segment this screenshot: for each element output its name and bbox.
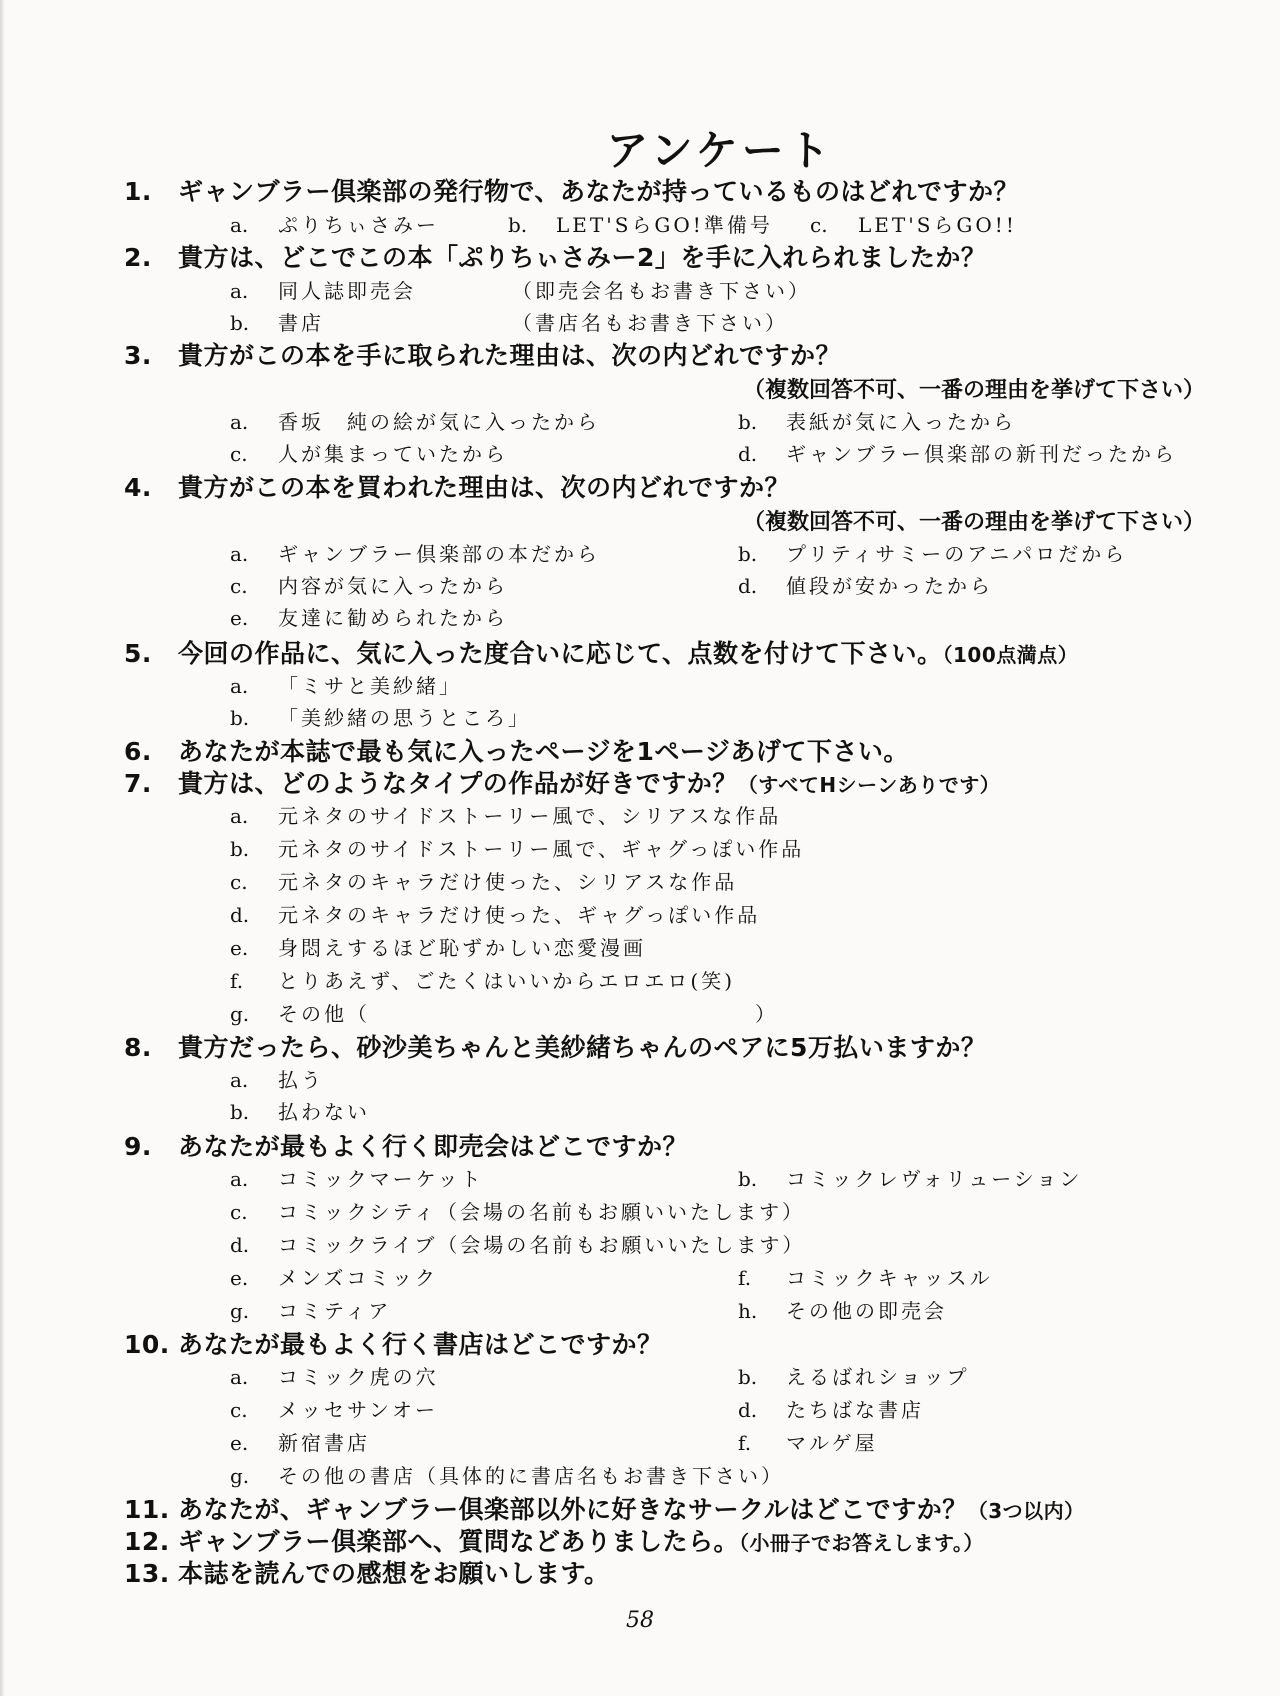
question-text: ギャンブラー倶楽部へ、質問などありましたら。 [178,1527,740,1556]
option-1b [508,209,773,238]
option-10a [230,1361,439,1390]
option-text: その他（ [278,1002,370,1026]
question-10 [124,1325,663,1361]
option-letter: e. [230,1266,249,1290]
option-2a-hint: （即売会名もお書き下さい） [512,279,811,303]
option-text: プリティサミーのアニパロだから [786,542,1128,566]
option-4e [230,602,508,631]
option-3c [230,438,508,467]
option-4d [738,570,993,599]
question-11 [124,1490,1085,1526]
question-1 [124,172,1019,208]
question-text: 貴方がこの本を手に取られた理由は、次の内どれですか？ [178,341,842,370]
option-letter: e. [230,1431,249,1455]
option-4c [230,570,508,599]
option-text: 身悶えするほど恥ずかしい恋愛漫画 [278,936,646,960]
option-text: コミックライブ（会場の名前もお願いいたします） [278,1233,806,1257]
option-letter: c. [230,442,248,466]
option-1a [230,209,439,238]
option-letter: b. [230,1100,250,1124]
question-text: あなたが本誌で最も気に入ったページを1ページあげて下さい。 [178,737,909,766]
option-10e [230,1427,370,1456]
option-8b [230,1096,370,1125]
option-text: 友達に勧められたから [278,606,508,630]
question-number: 11. [124,1495,170,1524]
option-text: ギャンブラー倶楽部の本だから [278,542,600,566]
option-letter: b. [738,410,758,434]
option-letter: c. [230,574,248,598]
option-text: 払わない [278,1100,370,1124]
option-letter: a. [230,542,249,566]
option-7g [230,998,370,1027]
question-number: 8. [124,1033,152,1062]
option-text: 元ネタのサイドストーリー風で、シリアスな作品 [278,804,782,828]
option-text: 「美紗緒の思うところ」 [278,706,531,730]
option-letter: b. [508,213,528,237]
option-letter: a. [230,674,249,698]
option-9e [230,1262,438,1291]
option-text: 払う [278,1068,324,1092]
option-text: コミティア [278,1299,392,1323]
option-10f [738,1427,878,1456]
page-number: 58 [626,1608,654,1633]
option-letter: a. [230,213,249,237]
option-3d [738,438,1177,467]
option-text: コミックレヴォリューション [786,1167,1083,1191]
question-4 [124,468,790,504]
option-7c [230,866,737,895]
question-text: あなたが最もよく行く即売会はどこですか？ [178,1132,689,1161]
option-3a [230,406,600,435]
option-text: 値段が安かったから [786,574,993,598]
option-text: マルゲ屋 [786,1431,878,1455]
option-text: 同人誌即売会 [278,279,416,303]
question-number: 2. [124,243,152,272]
question-6 [124,732,909,768]
question-number: 7. [124,769,152,798]
question-number: 9. [124,1132,152,1161]
option-5b [230,702,531,731]
option-7a [230,800,781,829]
option-letter: f. [230,969,244,993]
option-text: コミックマーケット [278,1167,484,1191]
question-7 [124,764,1000,800]
option-text: 元ネタのサイドストーリー風で、ギャグっぽい作品 [278,837,805,861]
option-text: 新宿書店 [278,1431,370,1455]
option-text: その他の書店（具体的に書店名もお書き下さい） [278,1464,784,1488]
option-10b [738,1361,970,1390]
question-4-subnote: （複数回答不可、一番の理由を挙げて下さい） [742,510,1205,535]
question-number: 10. [124,1330,170,1359]
option-text: コミックキャッスル [786,1266,993,1290]
option-9a [230,1163,484,1192]
option-7g-close-paren: ） [755,1002,778,1026]
option-text: 表紙が気に入ったから [786,410,1016,434]
question-note: （小冊子でお答えします。） [739,1531,984,1555]
option-letter: a. [230,279,249,303]
option-letter: h. [738,1299,758,1323]
option-text: ぷりちぃさみー [278,213,439,237]
question-note: （3つ以内） [967,1499,1085,1523]
option-10g [230,1460,784,1489]
option-letter: b. [738,1365,758,1389]
question-number: 1. [124,177,152,206]
option-letter: a. [230,1068,249,1092]
option-letter: d. [738,1398,758,1422]
option-8a [230,1064,324,1093]
option-3b [738,406,1016,435]
question-text: あなたが、ギャンブラー倶楽部以外に好きなサークルはどこですか？ [178,1495,968,1524]
question-3-subnote: （複数回答不可、一番の理由を挙げて下さい） [742,378,1205,403]
option-10c [230,1394,438,1423]
option-9f [738,1262,993,1291]
option-text: メンズコミック [278,1266,438,1290]
question-number: 4. [124,473,152,502]
option-letter: a. [230,1365,249,1389]
question-number: 3. [124,341,152,370]
option-text: LET'SらGO!準備号 [556,213,773,237]
question-note: （100点満点） [942,643,1079,667]
option-text: 内容が気に入ったから [278,574,508,598]
question-text: 今回の作品に、気に入った度合いに応じて、点数を付けて下さい。 [178,639,943,668]
option-9g [230,1295,391,1324]
option-letter: d. [230,903,250,927]
option-text: その他の即売会 [786,1299,947,1323]
option-letter: e. [230,606,249,630]
option-4b [738,538,1127,567]
option-letter: d. [738,574,758,598]
option-text: 香坂 純の絵が気に入ったから [278,410,600,434]
option-letter: a. [230,804,249,828]
option-letter: a. [230,410,249,434]
option-text: 人が集まっていたから [278,442,508,466]
option-text: 元ネタのキャラだけ使った、シリアスな作品 [278,870,738,894]
option-7e [230,932,646,961]
question-text: 貴方がこの本を買われた理由は、次の内どれですか？ [178,473,791,502]
question-9 [124,1127,688,1163]
option-letter: f. [738,1266,752,1290]
option-text: 元ネタのキャラだけ使った、ギャグっぽい作品 [278,903,761,927]
option-9h [738,1295,947,1324]
option-text: メッセサンオー [278,1398,438,1422]
option-1c [810,209,1017,238]
question-text: ギャンブラー倶楽部の発行物で、あなたが持っているものはどれですか？ [178,177,1020,206]
option-text: コミック虎の穴 [278,1365,439,1389]
option-7f [230,965,735,994]
question-number: 13. [124,1559,170,1588]
option-letter: b. [738,542,758,566]
option-letter: g. [230,1002,250,1026]
option-letter: b. [230,706,250,730]
option-text: えるばれショップ [786,1365,970,1389]
option-text: LET'SらGO!! [858,213,1017,237]
option-letter: b. [738,1167,758,1191]
option-letter: b. [230,311,250,335]
option-letter: c. [230,1398,248,1422]
option-letter: e. [230,936,249,960]
option-4a [230,538,600,567]
option-9c [230,1196,805,1225]
option-7d [230,899,760,928]
option-10d [738,1394,924,1423]
question-5 [124,634,1078,670]
question-13 [124,1554,610,1590]
option-letter: f. [738,1431,752,1455]
question-12 [124,1522,984,1558]
question-2 [124,238,986,274]
option-letter: d. [738,442,758,466]
option-text: ギャンブラー倶楽部の新刊だったから [786,442,1177,466]
option-2a [230,275,416,304]
page-title: アンケート [606,126,834,175]
option-text: 書店 [278,311,324,335]
option-letter: g. [230,1299,250,1323]
option-letter: b. [230,837,250,861]
option-letter: g. [230,1464,250,1488]
option-letter: c. [230,870,248,894]
question-text: 貴方だったら、砂沙美ちゃんと美紗緒ちゃんのペアに5万払いますか？ [178,1033,987,1062]
option-2b-hint: （書店名もお書き下さい） [512,311,788,335]
option-letter: d. [230,1233,250,1257]
option-text: とりあえず、ごたくはいいからエロエロ(笑) [278,969,736,993]
question-number: 5. [124,639,152,668]
question-text: 本誌を読んでの感想をお願いします。 [178,1559,610,1588]
option-text: 「ミサと美紗緒」 [278,674,462,698]
option-9b [738,1163,1082,1192]
option-text: たちばな書店 [786,1398,924,1422]
option-text: コミックシティ（会場の名前もお願いいたします） [278,1200,805,1224]
option-letter: a. [230,1167,249,1191]
question-number: 12. [124,1527,170,1556]
question-note: （すべてHシーンありです） [737,773,1001,797]
question-3 [124,336,841,372]
option-letter: c. [810,213,828,237]
question-text: 貴方は、どのようなタイプの作品が好きですか？ [178,769,738,798]
option-5a [230,670,462,699]
option-2b [230,307,324,336]
question-text: 貴方は、どこでこの本「ぷりちぃさみー2」を手に入れられましたか？ [178,243,987,272]
question-8 [124,1028,986,1064]
option-9d [230,1229,805,1258]
question-text: あなたが最もよく行く書店はどこですか？ [178,1330,663,1359]
option-letter: c. [230,1200,248,1224]
scan-edge [0,0,5,1696]
option-7b [230,833,804,862]
question-number: 6. [124,737,152,766]
